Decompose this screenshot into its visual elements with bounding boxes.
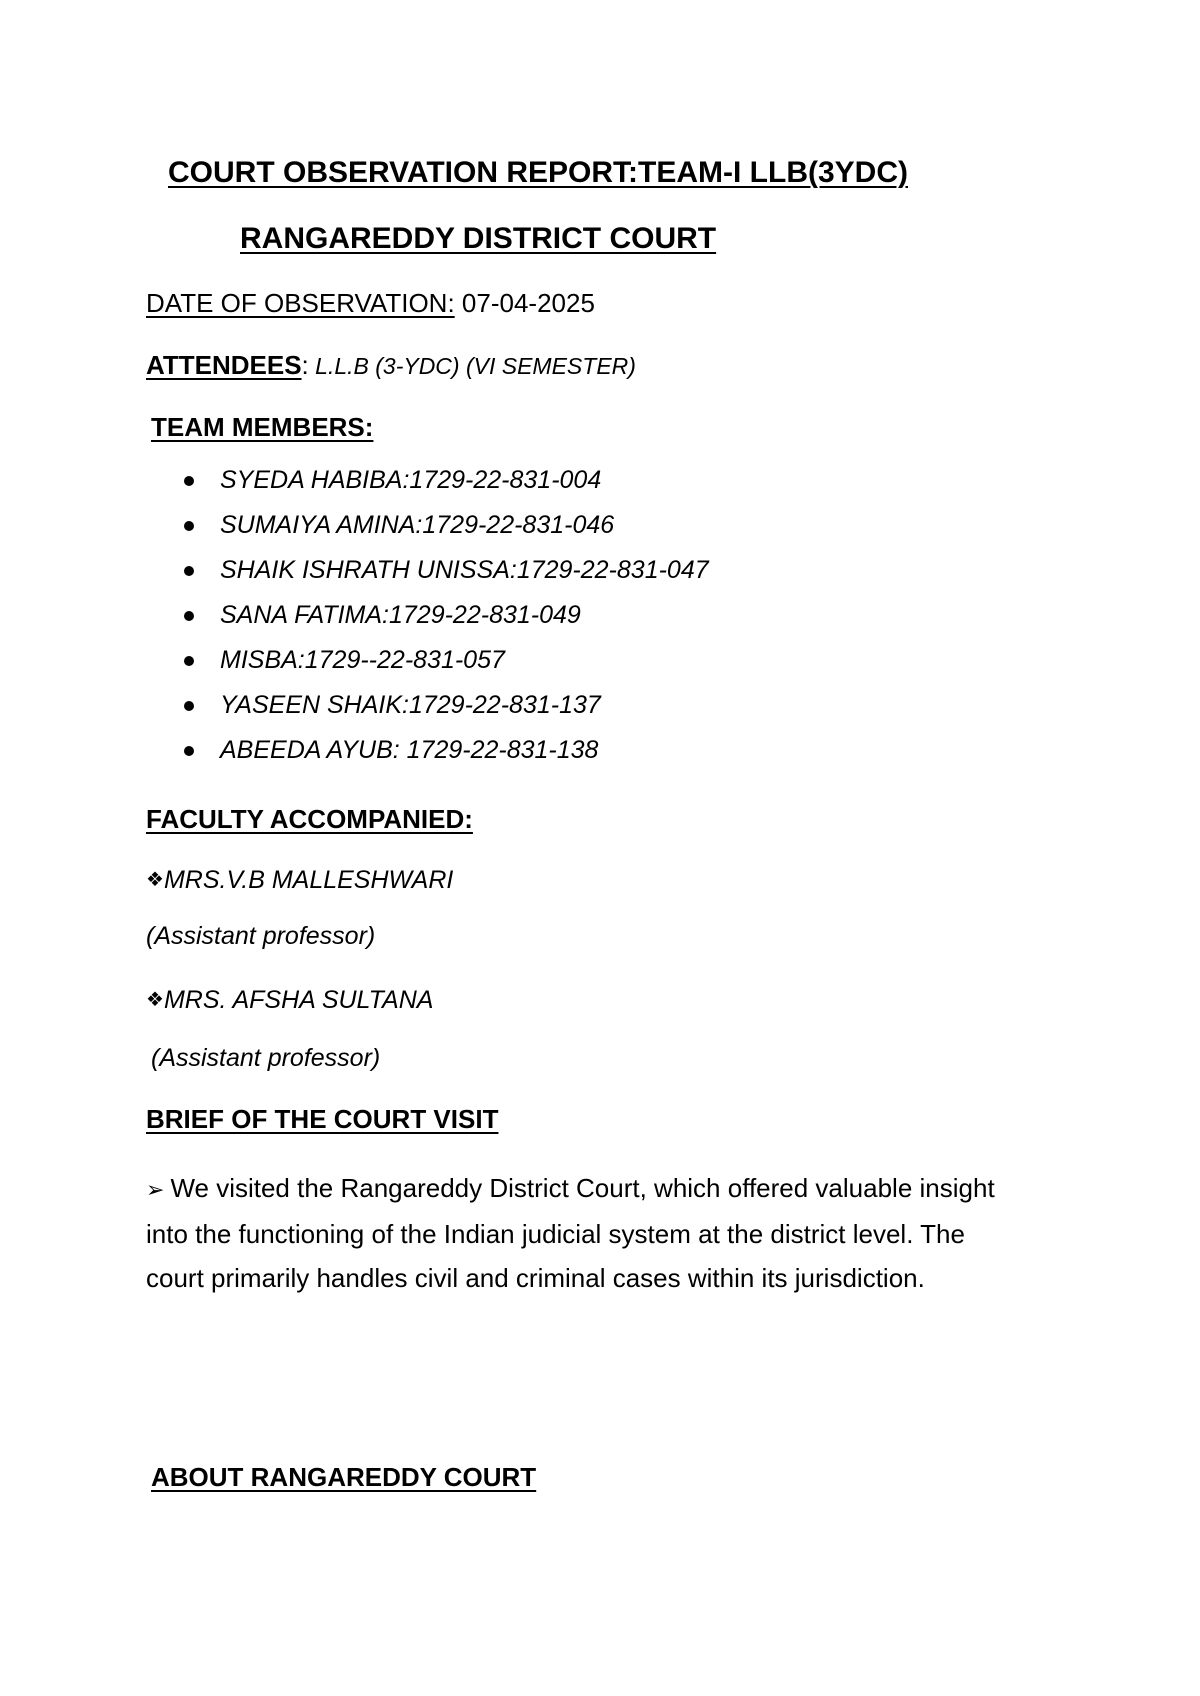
bullet-dot-icon: [184, 566, 194, 576]
team-member: SUMAIYA AMINA:1729-22-831-046: [220, 511, 615, 539]
faculty-name: MRS.V.B MALLESHWARI: [163, 866, 454, 894]
team-member: YASEEN SHAIK:1729-22-831-137: [220, 691, 601, 719]
bullet-dot-icon: [184, 611, 194, 621]
diamond-bullet-icon: ❖: [146, 989, 164, 1011]
faculty-entry: [146, 988, 433, 1013]
about-heading: ABOUT RANGAREDDY COURT: [151, 1462, 537, 1492]
diamond-bullet-icon: ❖: [146, 869, 164, 891]
brief-paragraph: [146, 1166, 1026, 1300]
arrow-bullet-icon: ➢: [146, 1177, 165, 1202]
attendees-label: ATTENDEES: [146, 350, 302, 380]
attendees-separator: :: [301, 350, 309, 380]
faculty-entry: [146, 868, 453, 893]
team-member: SYEDA HABIBA:1729-22-831-004: [220, 466, 602, 494]
bullet-dot-icon: [184, 476, 194, 486]
faculty-role: (Assistant professor): [146, 922, 376, 950]
court-name-heading: RANGAREDDY DISTRICT COURT: [240, 222, 717, 255]
brief-text: We visited the Rangareddy District Court, which offered valuable insight into the functioning of the Indian judicial system at the district level. The court primarily handles civil and criminal cases within its jurisdiction.: [146, 1173, 995, 1293]
team-member: ABEEDA AYUB: 1729-22-831-138: [220, 736, 599, 764]
brief-heading: BRIEF OF THE COURT VISIT: [146, 1104, 499, 1134]
date-label: DATE OF OBSERVATION:: [146, 288, 455, 318]
bullet-dot-icon: [184, 746, 194, 756]
team-member: SHAIK ISHRATH UNISSA:1729-22-831-047: [220, 556, 709, 584]
attendees-value: L.L.B (3-YDC) (VI SEMESTER): [308, 353, 636, 379]
date-value: 07-04-2025: [454, 288, 595, 318]
bullet-dot-icon: [184, 521, 194, 531]
team-members-heading: TEAM MEMBERS:: [151, 412, 374, 442]
attendees-line: [146, 352, 636, 378]
faculty-name: MRS. AFSHA SULTANA: [163, 986, 434, 1014]
team-member: MISBA:1729--22-831-057: [220, 646, 505, 674]
bullet-dot-icon: [184, 701, 194, 711]
date-line: [146, 290, 595, 316]
faculty-role: (Assistant professor): [151, 1044, 381, 1072]
team-member: SANA FATIMA:1729-22-831-049: [220, 601, 581, 629]
bullet-dot-icon: [184, 656, 194, 666]
faculty-heading: FACULTY ACCOMPANIED:: [146, 804, 473, 834]
report-title: COURT OBSERVATION REPORT:TEAM-I LLB(3YDC): [168, 156, 908, 189]
